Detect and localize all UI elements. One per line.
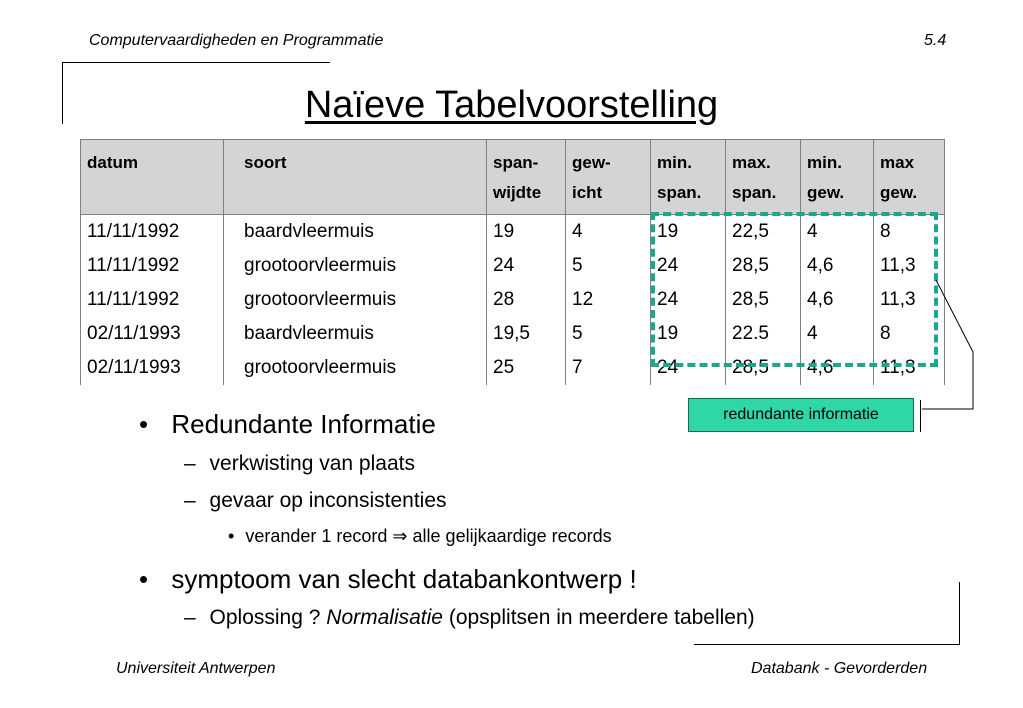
bullet-marker: •: [139, 409, 149, 439]
bullet-marker: •: [228, 526, 235, 546]
table-cell: 22,5: [726, 215, 801, 250]
table-cell: 24: [651, 351, 726, 385]
redundancy-callout: redundante informatie: [688, 398, 914, 432]
table-cell: 4: [801, 317, 874, 351]
table-cell: grootoorvleermuis: [224, 283, 487, 317]
table-cell: 11/11/1992: [81, 283, 224, 317]
table-cell: 11/11/1992: [81, 249, 224, 283]
table-cell: baardvleermuis: [224, 215, 487, 250]
column-header: [801, 140, 874, 215]
column-header: [566, 140, 651, 215]
column-header-line1: gew-: [572, 153, 611, 172]
table-cell: 22.5: [726, 317, 801, 351]
table-cell: 5: [566, 249, 651, 283]
table-cell: 02/11/1993: [81, 317, 224, 351]
bullet-text: verkwisting van plaats: [209, 452, 415, 475]
bullet-redundant-info: [139, 409, 436, 440]
table-cell: 19: [651, 317, 726, 351]
slide-number: 5.4: [924, 32, 947, 49]
column-header-line1: max: [880, 153, 915, 172]
column-header: [81, 140, 224, 215]
column-header-line2: span.: [732, 183, 777, 202]
bullet-text: (opsplitsen in meerdere tabellen): [448, 606, 755, 629]
bullet-text: alle gelijkaardige records: [412, 526, 612, 546]
sub-bullet-solution: [184, 606, 755, 630]
normalisation-term: Normalisatie: [326, 606, 443, 629]
callout-shadow-line: [920, 400, 921, 432]
table-cell: 11,3: [874, 249, 945, 283]
table-cell: 4,6: [801, 283, 874, 317]
table-cell: 19,5: [487, 317, 566, 351]
table-cell: 4,6: [801, 249, 874, 283]
callout-connector-line: [922, 280, 973, 409]
redundancy-highlight-box: [651, 212, 938, 367]
bullet-text: Oplossing ?: [209, 606, 321, 629]
column-header: [651, 140, 726, 215]
column-header: [487, 140, 566, 215]
table-cell: 02/11/1993: [81, 351, 224, 385]
header-course-title: Computervaardigheden en Programmatie: [89, 32, 384, 49]
table-cell: 28,5: [726, 283, 801, 317]
column-header-line1: soort: [244, 153, 287, 172]
bullet-text: gevaar op inconsistenties: [209, 489, 447, 512]
bullet-text: Redundante Informatie: [171, 409, 436, 439]
column-header-line1: min.: [657, 153, 692, 172]
table-cell: 24: [651, 249, 726, 283]
table-cell: 24: [651, 283, 726, 317]
column-header-line2: span.: [657, 183, 702, 202]
column-header-line2: gew.: [807, 183, 845, 202]
column-header: [224, 140, 487, 215]
table-cell: 28: [487, 283, 566, 317]
dash-marker: –: [184, 489, 196, 512]
table-cell: 12: [566, 283, 651, 317]
sub-bullet-inconsistency: [184, 489, 447, 513]
implies-arrow-icon: ⇒: [392, 526, 408, 546]
table-cell: 25: [487, 351, 566, 385]
slide-title: Naïeve Tabelvoorstelling: [304, 84, 719, 126]
column-header-line2: icht: [572, 183, 603, 202]
table-cell: 11,3: [874, 351, 945, 385]
table-cell: 5: [566, 317, 651, 351]
column-header: [726, 140, 801, 215]
table-cell: 4: [566, 215, 651, 250]
header-rule-horizontal: [62, 62, 330, 63]
table-cell: 28,5: [726, 249, 801, 283]
sub-sub-bullet-change-record: [228, 526, 612, 547]
table-header-row: [81, 140, 945, 215]
table-cell: grootoorvleermuis: [224, 351, 487, 385]
footer-course: Databank - Gevorderden: [751, 660, 928, 677]
bullet-text: symptoom van slecht databankontwerp !: [171, 564, 637, 594]
footer-rule-horizontal: [694, 644, 960, 645]
column-header: [874, 140, 945, 215]
bullet-text: verander 1 record: [245, 526, 388, 546]
column-header-line1: datum: [87, 153, 138, 172]
column-header-line1: max.: [732, 153, 771, 172]
table-cell: 4,6: [801, 351, 874, 385]
column-header-line1: span-: [493, 153, 539, 172]
column-header-line2: wijdte: [493, 183, 542, 202]
bullet-bad-design: [139, 564, 637, 595]
column-header-line1: min.: [807, 153, 842, 172]
dash-marker: –: [184, 452, 196, 475]
column-header-line2: gew.: [880, 183, 918, 202]
table-cell: 7: [566, 351, 651, 385]
table-cell: 24: [487, 249, 566, 283]
sub-bullet-waste-space: [184, 452, 415, 476]
table-cell: 19: [651, 215, 726, 250]
table-cell: 8: [874, 215, 945, 250]
table-cell: baardvleermuis: [224, 317, 487, 351]
table-cell: grootoorvleermuis: [224, 249, 487, 283]
bullet-marker: •: [139, 564, 149, 594]
table-cell: 4: [801, 215, 874, 250]
footer-rule-vertical: [959, 582, 960, 645]
table-cell: 19: [487, 215, 566, 250]
footer-university: Universiteit Antwerpen: [116, 660, 276, 677]
table-cell: 11,3: [874, 283, 945, 317]
table-cell: 11/11/1992: [81, 215, 224, 250]
dash-marker: –: [184, 606, 196, 629]
table-cell: 28,5: [726, 351, 801, 385]
table-cell: 8: [874, 317, 945, 351]
